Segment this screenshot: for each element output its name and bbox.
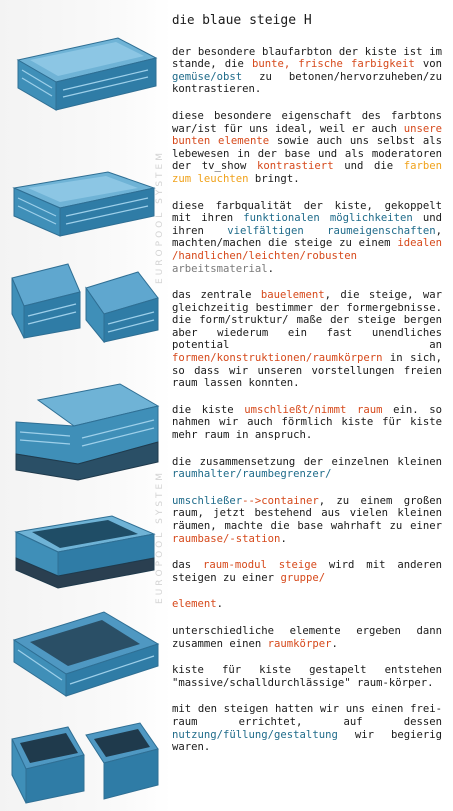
paragraph-5: die kiste umschließt/nimmt raum ein. so nahmen wir auch förmlich kiste für kiste mehr raum in anspruch. bbox=[172, 403, 442, 442]
text-column bbox=[172, 10, 442, 768]
crate-photo-4 bbox=[8, 382, 160, 482]
photo-column bbox=[0, 0, 172, 811]
paragraph-10: unterschiedliche elemente ergeben dann zusammen einen raumkörper. bbox=[172, 624, 442, 650]
crate-photo-6 bbox=[8, 600, 160, 700]
watermark: EUROPOOL SYSTEM bbox=[155, 470, 165, 604]
paragraph-3: diese farbqualität der kiste, gekoppelt mit ihren funktionalen möglichkeiten und ihren vielfältigen raumeigenschaften, machten/machen die steige zu einem idealen /handlichen/leichten/robusten arbeitsmaterial. bbox=[172, 199, 442, 275]
paragraph-12: mit den steigen hatten wir uns einen frei-raum errichtet, auf dessen nutzung/füllung/gestaltung wir begierig waren. bbox=[172, 703, 442, 754]
crate-photo-2 bbox=[8, 168, 160, 240]
paragraph-6: die zusammensetzung der einzelnen kleinen raumhalter/raumbegrenzer/ bbox=[172, 455, 442, 481]
crate-photo-7 bbox=[8, 715, 160, 807]
paragraph-7: umschließer-->container, zu einem großen raum, jetzt bestehend aus vielen kleinen räumen, machte die base wahrhaft zu einer raumbase/-station. bbox=[172, 494, 442, 545]
paragraph-8: das raum-modul steige wird mit anderen steigen zu einer gruppe/ bbox=[172, 559, 442, 584]
paragraph-1: der besondere blaufarbton der kiste ist im stande, die bunte, frische farbigkeit von gemüse/obst zu betonen/hervorzuheben/zu kontrastieren. bbox=[172, 45, 442, 96]
paragraph-2: diese besondere eigenschaft des farbtons war/ist für uns ideal, weil er auch unsere bunten elemente sowie auch uns selbst als lebewesen in der base und als moderatoren der tv_show kontrastiert und die farben zum leuchten bringt. bbox=[172, 109, 443, 185]
paragraph-4: das zentrale bauelement, die steige, war gleichzeitig bestimmer der formergebnisse. die form/struktur/ maße der steige bergen aber wiederum ein fast unendliches potential an formen/konstruktionen/raumkörpern in sich, so dass wir unseren vorstellungen freien raum lassen konnten. bbox=[172, 289, 442, 390]
crate-photo-5 bbox=[8, 510, 160, 590]
page-title: die blaue steige H bbox=[172, 12, 312, 28]
paragraph-9: element. bbox=[172, 598, 224, 611]
watermark: EUROPOOL SYSTEM bbox=[155, 150, 165, 284]
crate-photo-3 bbox=[8, 258, 160, 343]
paragraph-11: kiste für kiste gestapelt entstehen "massive/schalldurchlässige" raum-körper. bbox=[172, 664, 442, 689]
crate-photo-1 bbox=[8, 30, 160, 112]
